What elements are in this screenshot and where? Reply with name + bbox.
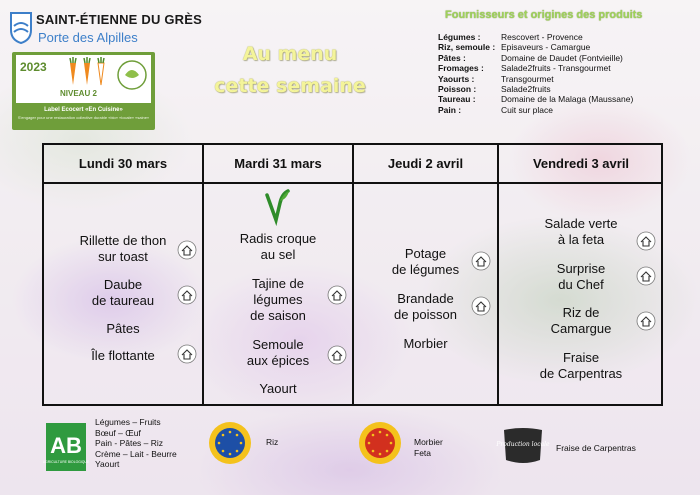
supplier-row bbox=[438, 105, 633, 115]
supplier-value: Cuit sur place bbox=[501, 104, 553, 115]
carrots-icon bbox=[62, 57, 112, 87]
dish-line: au sel bbox=[260, 247, 296, 262]
title-line-1: Au menu bbox=[242, 43, 338, 65]
dish-item: Île flottante bbox=[91, 348, 155, 363]
dish-line: Camargue bbox=[550, 321, 612, 336]
dish-line: Brandade bbox=[397, 291, 454, 306]
supplier-category: Poisson : bbox=[438, 84, 477, 95]
ecocert-label bbox=[12, 52, 155, 130]
organic-products-list bbox=[95, 417, 177, 470]
supplier-value: Salade2fruits - Transgourmet bbox=[501, 63, 611, 74]
supplier-value: Transgourmet bbox=[501, 73, 554, 84]
dish-line: légumes bbox=[253, 292, 303, 307]
organic-ab-logo-subtext: AGRICULTURE BIOLOGIQUE bbox=[42, 460, 90, 464]
aop-product-line: Morbier bbox=[414, 437, 443, 447]
homemade-icon bbox=[177, 344, 197, 364]
homemade-icon bbox=[327, 345, 347, 365]
dish-item: Pâtes bbox=[106, 321, 140, 336]
organic-product-line: Pain - Pâtes – Riz bbox=[95, 438, 164, 448]
supplier-row bbox=[438, 63, 633, 73]
dish-line: Salade verte bbox=[544, 216, 618, 231]
crest-icon bbox=[8, 10, 34, 44]
local-production-text: Fraise de Carpentras bbox=[556, 443, 636, 453]
vegetarian-icon bbox=[264, 189, 290, 223]
dish-item: Morbier bbox=[403, 336, 448, 351]
supplier-category: Pâtes : bbox=[438, 52, 466, 63]
town-logo bbox=[8, 6, 202, 51]
town-subtitle: Porte des Alpilles bbox=[38, 30, 138, 45]
organic-product-line: Bœuf – Œuf bbox=[95, 427, 141, 438]
supplier-category: Taureau : bbox=[438, 94, 476, 105]
igp-text: Riz bbox=[266, 437, 279, 447]
supplier-value: Domaine de la Malaga (Maussane) bbox=[501, 94, 634, 105]
homemade-icon bbox=[177, 285, 197, 305]
homemade-icon bbox=[177, 240, 197, 260]
dish-line: Surprise bbox=[556, 261, 606, 276]
dish-line: sur toast bbox=[98, 249, 148, 264]
organic-product-line: Légumes – Fruits bbox=[95, 417, 161, 427]
dish-line: du Chef bbox=[558, 277, 604, 292]
supplier-category: Yaourts : bbox=[438, 73, 475, 84]
dish-line: aux épices bbox=[246, 353, 310, 368]
supplier-category: Légumes : bbox=[438, 32, 481, 42]
label-year: 2023 bbox=[20, 60, 47, 74]
day-header-tuesday: Mardi 31 mars bbox=[234, 156, 322, 171]
menu-table bbox=[42, 143, 663, 406]
supplier-row bbox=[438, 32, 633, 42]
homemade-icon bbox=[636, 311, 656, 331]
dish-line: Semoule bbox=[252, 337, 304, 352]
title-line-2: cette semaine bbox=[214, 75, 366, 97]
supplier-row bbox=[438, 94, 633, 104]
day-header-monday: Lundi 30 mars bbox=[78, 156, 168, 171]
dish-line: Fraise bbox=[562, 350, 600, 365]
homemade-icon bbox=[636, 231, 656, 251]
aop-label-icon bbox=[358, 421, 402, 465]
supplier-value: Episaveurs - Camargue bbox=[501, 42, 591, 53]
supplier-value: Salade2fruits bbox=[501, 84, 551, 95]
ecocert-label-inner bbox=[16, 55, 151, 103]
dish-item bbox=[204, 231, 352, 263]
dish-line: de taureau bbox=[91, 293, 155, 308]
dish-line: Tajine de bbox=[251, 276, 305, 291]
dish-line: Potage bbox=[404, 246, 447, 261]
supplier-category: Fromages : bbox=[438, 63, 484, 74]
organic-product-line: Crème – Lait - Beurre bbox=[95, 448, 177, 459]
suppliers-title: Fournisseurs et origines des produits bbox=[445, 9, 643, 21]
dish-line: de poisson bbox=[394, 307, 457, 322]
supplier-row bbox=[438, 42, 633, 52]
supplier-row bbox=[438, 84, 633, 94]
igp-label-icon bbox=[208, 421, 252, 465]
ecocert-icon bbox=[116, 59, 148, 91]
homemade-icon bbox=[327, 285, 347, 305]
header-divider bbox=[44, 182, 661, 184]
dish-line: Radis croque bbox=[239, 231, 317, 246]
dish-line: de saison bbox=[250, 308, 306, 323]
dish-line: Rillette de thon bbox=[79, 233, 167, 248]
aop-product-line: Feta bbox=[414, 447, 432, 458]
supplier-value: Domaine de Daudet (Fontvieille) bbox=[501, 52, 623, 63]
supplier-row bbox=[438, 53, 633, 63]
dish-line: à la feta bbox=[557, 232, 605, 247]
town-name: SAINT-ÉTIENNE DU GRÈS bbox=[36, 12, 202, 27]
homemade-icon bbox=[471, 251, 491, 271]
dish-line: de légumes bbox=[391, 262, 460, 277]
day-header-thursday: Jeudi 2 avril bbox=[387, 156, 464, 171]
supplier-value: Rescovert - Provence bbox=[501, 32, 583, 42]
homemade-icon bbox=[471, 296, 491, 316]
supplier-row bbox=[438, 74, 633, 84]
dish-line: Riz de bbox=[562, 305, 600, 320]
day-header-friday: Vendredi 3 avril bbox=[532, 156, 630, 171]
dish-line: de Carpentras bbox=[539, 366, 623, 381]
local-production-logo-text: Production locale bbox=[496, 441, 550, 448]
supplier-category: Riz, semoule : bbox=[438, 42, 496, 53]
organic-ab-logo bbox=[42, 423, 90, 471]
supplier-category: Pain : bbox=[438, 104, 462, 115]
homemade-icon bbox=[636, 266, 656, 286]
organic-product-line: Yaourt bbox=[95, 459, 120, 469]
label-level: NIVEAU 2 bbox=[60, 89, 97, 98]
aop-products bbox=[414, 437, 443, 458]
dish-item bbox=[499, 350, 663, 382]
organic-ab-logo-text: AB bbox=[50, 433, 82, 458]
dish-line: Daube bbox=[103, 277, 143, 292]
local-production-logo bbox=[496, 426, 550, 468]
suppliers-list bbox=[438, 32, 633, 115]
label-text: S'engager pour une restauration collective durable «bio» «locale» «saine» bbox=[17, 115, 150, 120]
label-title: Label Ecocert «En Cuisine» bbox=[44, 107, 123, 113]
dish-item: Yaourt bbox=[259, 381, 297, 396]
page-title bbox=[210, 38, 370, 102]
